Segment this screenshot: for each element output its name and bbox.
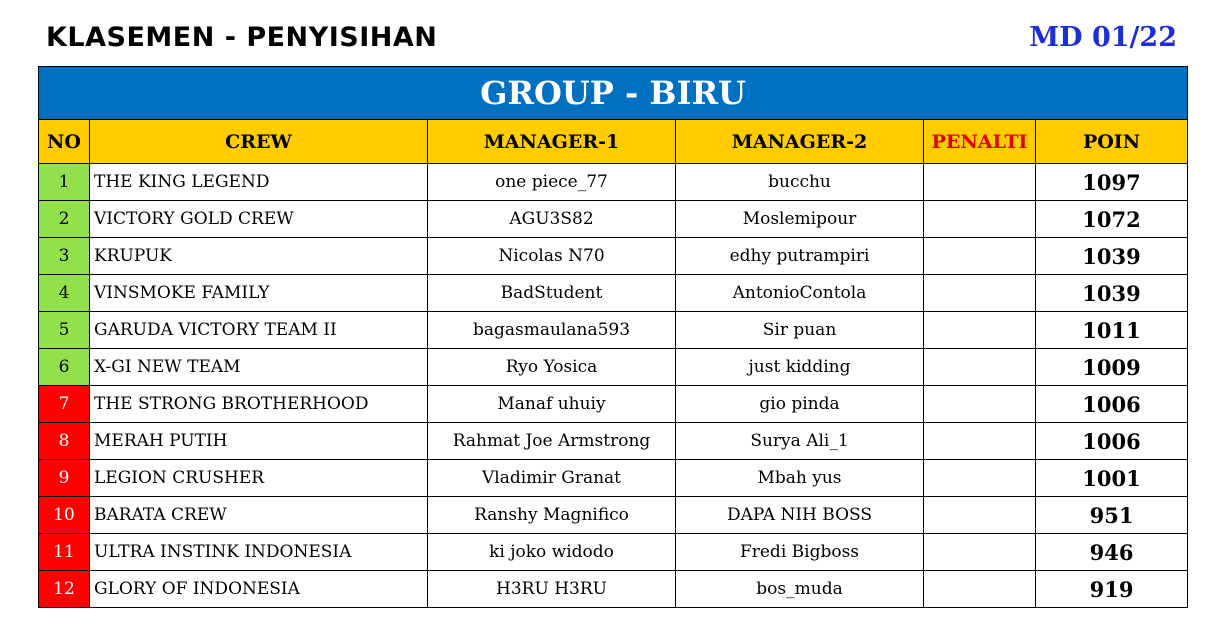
cell-poin: 1009	[1036, 349, 1188, 386]
matchday-label: MD 01/22	[1029, 22, 1177, 53]
cell-manager-2: gio pinda	[676, 386, 924, 423]
col-header-no: NO	[39, 120, 90, 164]
cell-manager-2: Moslemipour	[676, 201, 924, 238]
col-header-poin: POIN	[1036, 120, 1188, 164]
page-title: KLASEMEN - PENYISIHAN	[46, 22, 438, 53]
cell-manager-2: Surya Ali_1	[676, 423, 924, 460]
col-header-penalti: PENALTI	[924, 120, 1036, 164]
cell-manager-2: Fredi Bigboss	[676, 534, 924, 571]
cell-manager-2: just kidding	[676, 349, 924, 386]
table-row	[39, 497, 1188, 534]
cell-manager-1: Manaf uhuiy	[428, 386, 676, 423]
cell-manager-1: H3RU H3RU	[428, 571, 676, 608]
cell-poin: 951	[1036, 497, 1188, 534]
cell-penalti	[924, 497, 1036, 534]
cell-crew: GLORY OF INDONESIA	[90, 571, 428, 608]
cell-poin: 1097	[1036, 164, 1188, 201]
cell-manager-1: Ryo Yosica	[428, 349, 676, 386]
table-row	[39, 238, 1188, 275]
cell-penalti	[924, 164, 1036, 201]
cell-manager-2: Mbah yus	[676, 460, 924, 497]
standings-body	[39, 164, 1188, 608]
cell-poin: 1001	[1036, 460, 1188, 497]
cell-penalti	[924, 386, 1036, 423]
cell-crew: ULTRA INSTINK INDONESIA	[90, 534, 428, 571]
cell-manager-2: bucchu	[676, 164, 924, 201]
cell-poin: 1039	[1036, 275, 1188, 312]
cell-no: 1	[39, 164, 90, 201]
cell-penalti	[924, 571, 1036, 608]
cell-manager-1: AGU3S82	[428, 201, 676, 238]
cell-crew: THE STRONG BROTHERHOOD	[90, 386, 428, 423]
cell-crew: X-GI NEW TEAM	[90, 349, 428, 386]
cell-no: 8	[39, 423, 90, 460]
cell-manager-1: Vladimir Granat	[428, 460, 676, 497]
table-row	[39, 423, 1188, 460]
cell-manager-2: bos_muda	[676, 571, 924, 608]
cell-penalti	[924, 238, 1036, 275]
cell-no: 11	[39, 534, 90, 571]
cell-manager-1: ki joko widodo	[428, 534, 676, 571]
cell-poin: 1072	[1036, 201, 1188, 238]
cell-poin: 919	[1036, 571, 1188, 608]
cell-no: 3	[39, 238, 90, 275]
cell-penalti	[924, 201, 1036, 238]
cell-penalti	[924, 312, 1036, 349]
cell-penalti	[924, 460, 1036, 497]
cell-poin: 946	[1036, 534, 1188, 571]
cell-poin: 1006	[1036, 386, 1188, 423]
col-header-crew: CREW	[90, 120, 428, 164]
cell-penalti	[924, 423, 1036, 460]
cell-crew: LEGION CRUSHER	[90, 460, 428, 497]
cell-no: 6	[39, 349, 90, 386]
cell-manager-2: edhy putrampiri	[676, 238, 924, 275]
cell-no: 9	[39, 460, 90, 497]
cell-no: 4	[39, 275, 90, 312]
cell-no: 5	[39, 312, 90, 349]
table-row	[39, 534, 1188, 571]
cell-manager-1: bagasmaulana593	[428, 312, 676, 349]
cell-poin: 1011	[1036, 312, 1188, 349]
cell-penalti	[924, 534, 1036, 571]
col-header-manager-1: MANAGER-1	[428, 120, 676, 164]
cell-no: 2	[39, 201, 90, 238]
cell-crew: KRUPUK	[90, 238, 428, 275]
cell-manager-1: Rahmat Joe Armstrong	[428, 423, 676, 460]
cell-poin: 1006	[1036, 423, 1188, 460]
standings-table	[38, 66, 1188, 608]
cell-no: 12	[39, 571, 90, 608]
cell-poin: 1039	[1036, 238, 1188, 275]
cell-crew: VINSMOKE FAMILY	[90, 275, 428, 312]
table-row	[39, 275, 1188, 312]
cell-manager-2: Sir puan	[676, 312, 924, 349]
cell-manager-1: one piece_77	[428, 164, 676, 201]
table-row	[39, 164, 1188, 201]
cell-manager-1: BadStudent	[428, 275, 676, 312]
table-row	[39, 349, 1188, 386]
table-row	[39, 312, 1188, 349]
table-row	[39, 386, 1188, 423]
table-row	[39, 460, 1188, 497]
group-title: GROUP - BIRU	[39, 67, 1188, 120]
cell-crew: GARUDA VICTORY TEAM II	[90, 312, 428, 349]
column-header-row	[39, 120, 1188, 164]
cell-manager-1: Nicolas N70	[428, 238, 676, 275]
table-row	[39, 571, 1188, 608]
cell-crew: MERAH PUTIH	[90, 423, 428, 460]
group-header-row	[39, 67, 1188, 120]
col-header-manager-2: MANAGER-2	[676, 120, 924, 164]
cell-crew: THE KING LEGEND	[90, 164, 428, 201]
cell-crew: BARATA CREW	[90, 497, 428, 534]
cell-no: 7	[39, 386, 90, 423]
cell-no: 10	[39, 497, 90, 534]
cell-manager-2: DAPA NIH BOSS	[676, 497, 924, 534]
cell-penalti	[924, 275, 1036, 312]
cell-crew: VICTORY GOLD CREW	[90, 201, 428, 238]
cell-manager-2: AntonioContola	[676, 275, 924, 312]
table-row	[39, 201, 1188, 238]
cell-manager-1: Ranshy Magnifico	[428, 497, 676, 534]
cell-penalti	[924, 349, 1036, 386]
